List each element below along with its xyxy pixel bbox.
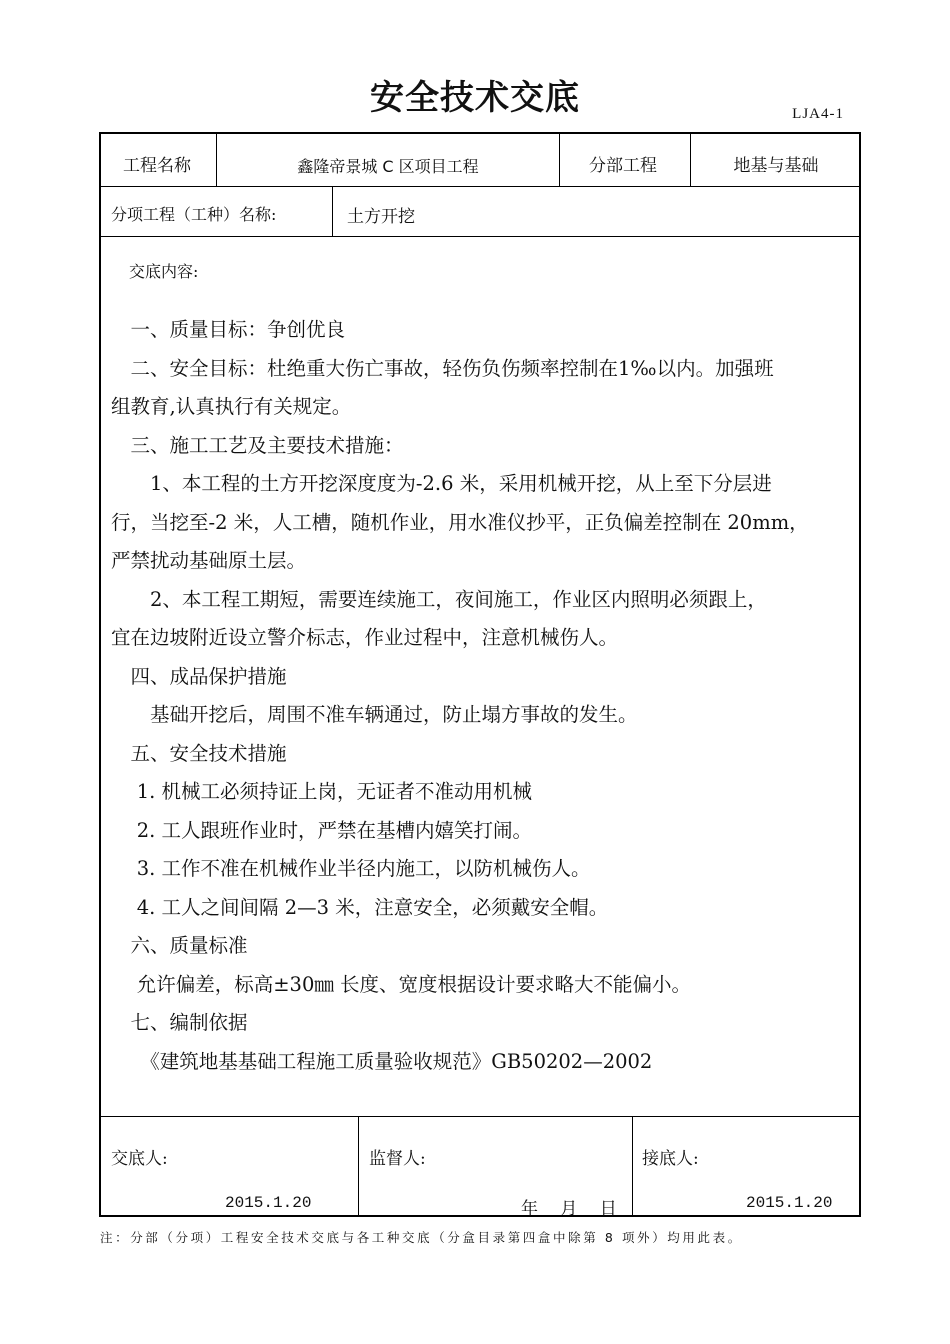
content-line: 二、安全目标：杜绝重大伤亡事故，轻伤负伤频率控制在1‰以内。加强班 xyxy=(111,356,774,380)
content-line: 1. 机械工必须持证上岗，无证者不准动用机械 xyxy=(111,780,533,803)
row-divider-3 xyxy=(101,1116,859,1117)
content-line: 四、成品保护措施 xyxy=(111,664,287,688)
project-name-label: 工程名称 xyxy=(123,156,191,176)
supervisor-label: 监督人: xyxy=(369,1149,426,1169)
content-line: 组教育,认真执行有关规定。 xyxy=(111,395,352,418)
col-divider xyxy=(559,134,560,186)
col-divider xyxy=(332,186,333,236)
col-divider xyxy=(632,1116,633,1217)
content-line: 五、安全技术措施 xyxy=(111,741,287,765)
content-line: 2、本工程工期短，需要连续施工，夜间施工，作业区内照明必须跟上， xyxy=(111,587,767,611)
row-divider-1 xyxy=(101,186,859,187)
content-line: 基础开挖后，周围不准车辆通过，防止塌方事故的发生。 xyxy=(111,703,638,726)
division-label: 分部工程 xyxy=(589,156,657,176)
disclosure-form xyxy=(99,132,861,1217)
form-code: LJA4-1 xyxy=(792,106,844,122)
subitem-value: 土方开挖 xyxy=(347,207,415,227)
content-line: 4. 工人之间间隔 2—3 米，注意安全，必须戴安全帽。 xyxy=(111,895,609,919)
content-line: 七、编制依据 xyxy=(111,1011,248,1034)
row-divider-2 xyxy=(101,236,859,237)
supervisor-date: 年 月 日 xyxy=(521,1199,617,1219)
discloser-label: 交底人: xyxy=(111,1149,168,1169)
content-line: 六、质量标准 xyxy=(111,934,248,957)
content-line: 《建筑地基基础工程施工质量验收规范》GB50202—2002 xyxy=(111,1049,653,1073)
content-line: 宜在边坡附近设立警介标志，作业过程中，注意机械伤人。 xyxy=(111,626,619,649)
content-line: 允许偏差，标高±30㎜ 长度、宽度根据设计要求略大不能偏小。 xyxy=(111,972,692,996)
content-line: 2. 工人跟班作业时，严禁在基槽内嬉笑打闹。 xyxy=(111,818,533,842)
subitem-label: 分项工程（工种）名称: xyxy=(111,205,277,224)
document-title: 安全技术交底 xyxy=(370,78,580,118)
content-line: 一、质量目标：争创优良 xyxy=(111,318,346,341)
content-intro-label: 交底内容: xyxy=(129,262,199,281)
receiver-date: 2015.1.20 xyxy=(746,1194,833,1212)
project-name-value: 鑫隆帝景城 C 区项目工程 xyxy=(297,157,479,176)
content-line: 严禁扰动基础原土层。 xyxy=(111,549,307,572)
receiver-label: 接底人: xyxy=(642,1149,699,1169)
discloser-date: 2015.1.20 xyxy=(225,1194,312,1212)
disclosure-content xyxy=(111,260,853,1081)
footnote: 注：分部（分项）工程安全技术交底与各工种交底（分盒目录第四盒中除第 8 项外）均用此表。 xyxy=(100,1230,743,1245)
content-line: 1、本工程的土方开挖深度度为-2.6 米，采用机械开挖，从上至下分层进 xyxy=(111,472,772,495)
content-line: 三、施工工艺及主要技术措施： xyxy=(111,433,404,457)
col-divider xyxy=(358,1116,359,1217)
content-line: 3. 工作不准在机械作业半径内施工，以防机械伤人。 xyxy=(111,857,591,880)
content-line: 行，当挖至-2 米，人工槽，随机作业，用水准仪抄平，正负偏差控制在 20mm， xyxy=(111,510,809,534)
division-value: 地基与基础 xyxy=(733,156,819,176)
